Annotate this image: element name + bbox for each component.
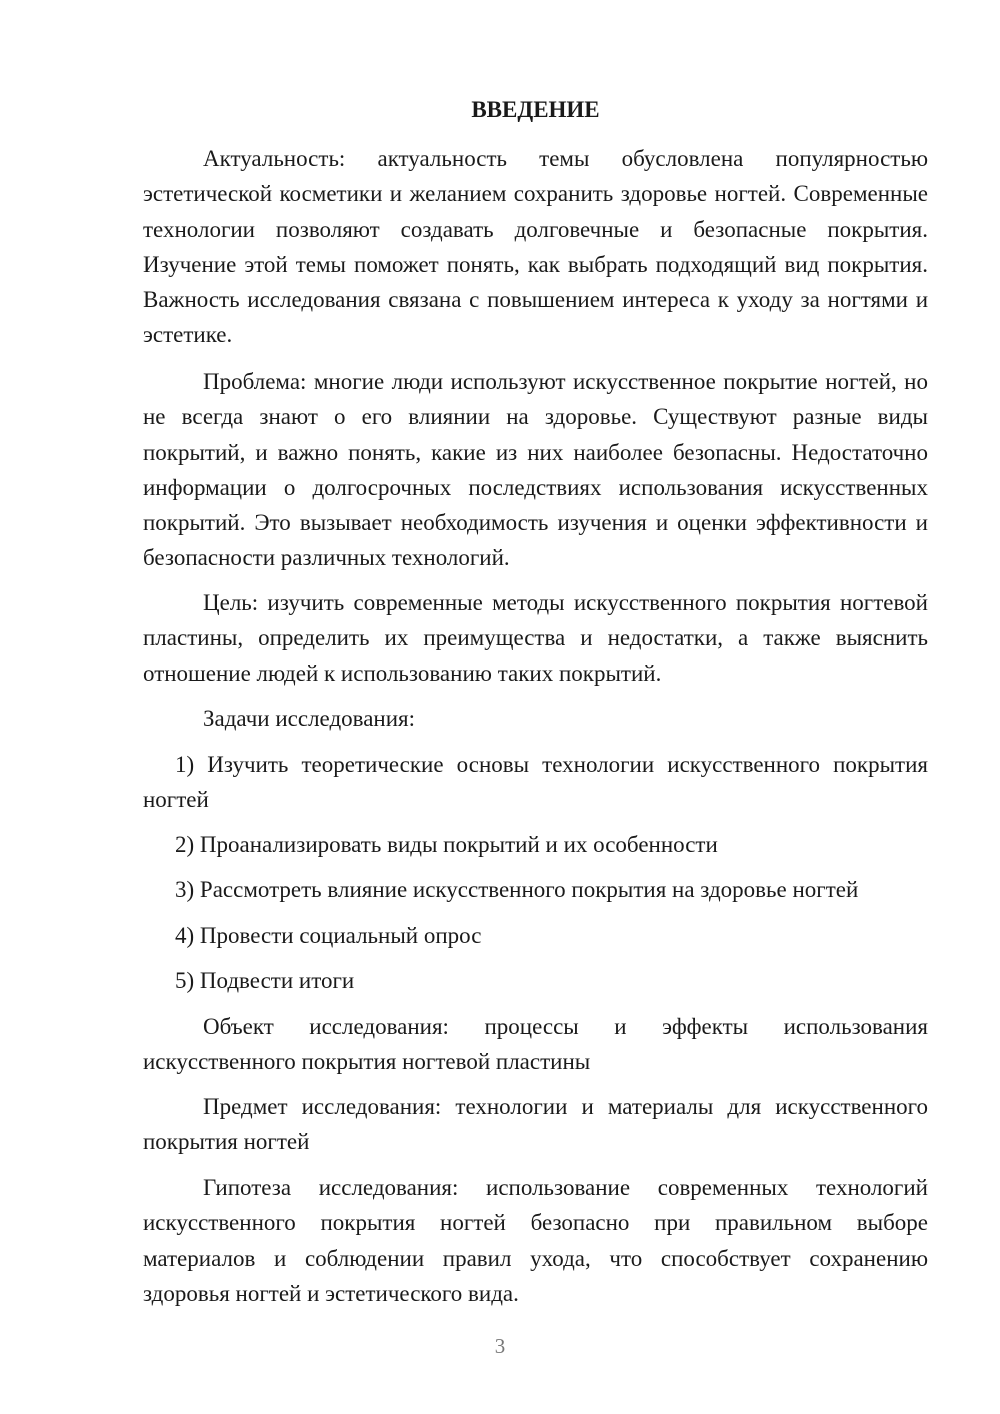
page-number: 3 [494,1334,506,1358]
page-title: ВВЕДЕНИЕ [471,97,600,122]
task-item: 3) Рассмотреть влияние искусственного покрытия на здоровье ногтей [175,877,859,902]
tasks-title: Задачи исследования: [203,706,416,731]
task-item: 1) Изучить теоретические основы технологии искусственного покрытия ногтей [143,752,928,813]
hypothesis-paragraph: Гипотеза исследования: использование современных технологий искусственного покрытия ногтей безопасно при правильном выборе материалов и соблюдении правил ухода, что способствует сохранению здоровья ногтей и эстетического вида. [143,1175,928,1306]
problem-paragraph: Проблема: многие люди используют искусственное покрытие ногтей, но не всегда знают о его влиянии на здоровье. Существуют разные виды покрытий, и важно понять, какие из них наиболее безопасны. Недостаточно информации о долгосрочных последствиях использования искусственных покрытий. Это вызывает необходимость изучения и оценки эффективности и безопасности различных технологий. [143,369,928,571]
task-item: 2) Проанализировать виды покрытий и их особенности [175,832,718,857]
subject-paragraph: Предмет исследования: технологии и материалы для искусственного покрытия ногтей [143,1094,928,1155]
object-paragraph: Объект исследования: процессы и эффекты использования искусственного покрытия ногтевой пластины [143,1014,928,1075]
goal-paragraph: Цель: изучить современные методы искусственного покрытия ногтевой пластины, определить их преимущества и недостатки, а также выяснить отношение людей к использованию таких покрытий. [143,590,928,686]
task-item: 4) Провести социальный опрос [175,923,482,948]
relevance-paragraph: Актуальность: актуальность темы обусловлена популярностью эстетической косметики и желанием сохранить здоровье ногтей. Современные технологии позволяют создавать долговечные и безопасные покрытия. Изучение этой темы поможет понять, как выбрать подходящий вид покрытия. Важность исследования связана с повышением интереса к уходу за ногтями и эстетике. [143,146,928,348]
task-item: 5) Подвести итоги [175,968,355,993]
